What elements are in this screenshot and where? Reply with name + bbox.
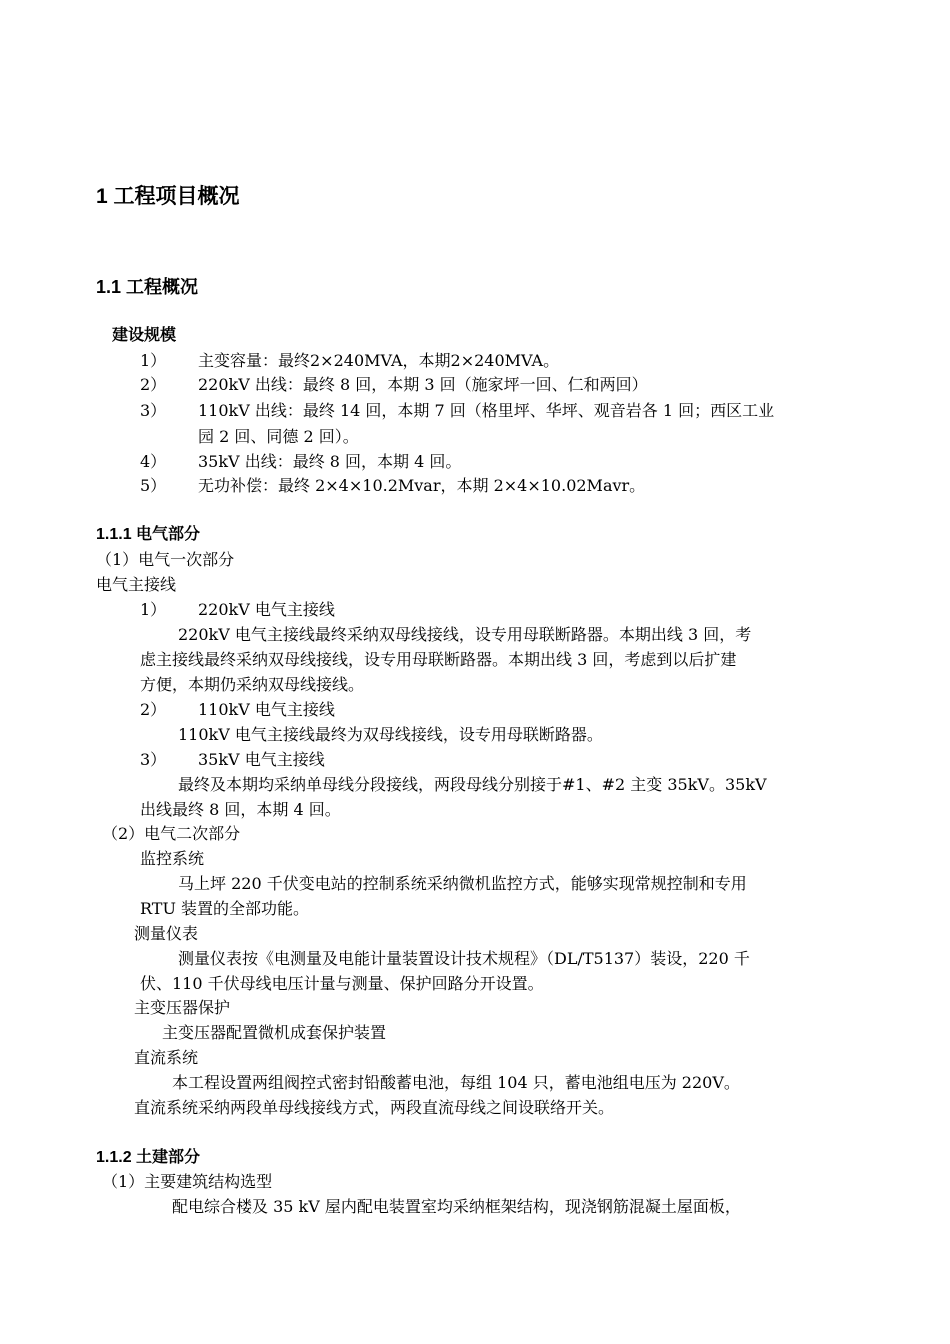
scale-title: 建设规模 [112,327,177,344]
scale-item-3 [140,400,774,422]
structure-title: （1）主要建筑结构选型 [102,1172,273,1191]
transformer-title: 主变压器保护 [134,998,231,1017]
scale-item-3-cont: 园 2 回、同德 2 回）。 [198,427,359,446]
heading-1-1-2: 1.1.2 土建部分 [96,1149,201,1166]
wiring-220kv-p3: 方便，本期仍采纳双母线接线。 [140,675,365,694]
secondary-title: （2）电气二次部分 [102,824,241,843]
scale-item-text: 主变容量：最终2×240MVA，本期2×240MVA。 [198,351,560,370]
scale-item-text: 220kV 出线：最终 8 回，本期 3 回（施家坪一回、仁和两回） [198,375,648,394]
meter-title: 测量仪表 [134,924,199,943]
wiring-text: 110kV 电气主接线 [198,700,335,719]
wiring-220kv-p2: 虑主接线最终采纳双母线接线，设专用母联断路器。本期出线 3 回，考虑到以后扩建 [140,650,737,669]
wiring-110kv-p1: 110kV 电气主接线最终为双母线接线，设专用母联断路器。 [178,725,603,744]
structure-p1: 配电综合楼及 35 kV 屋内配电装置室均采纳框架结构，现浇钢筋混凝土屋面板， [172,1197,741,1216]
scale-item-num: 2） [140,375,167,394]
heading-1-1: 1.1 工程概况 [96,277,199,297]
dc-p1: 本工程设置两组阀控式密封铅酸蓄电池，每组 104 只，蓄电池组电压为 220V。 [172,1073,740,1092]
transformer-p1: 主变压器配置微机成套保护装置 [162,1023,387,1042]
wiring-text: 220kV 电气主接线 [198,600,335,619]
monitor-p1: 马上坪 220 千伏变电站的控制系统采纳微机监控方式，能够实现常规控制和专用 [178,874,747,893]
meter-p1: 测量仪表按《电测量及电能计量装置设计技术规程》（DL/T5137）装设，220 千 [178,949,750,968]
scale-item-4 [140,451,461,473]
scale-item-text: 110kV 出线：最终 14 回，本期 7 回（格里坪、华坪、观音岩各 1 回；西区工业 [198,401,775,420]
scale-item-5 [140,475,645,497]
wiring-35kv-p1: 最终及本期均采纳单母线分段接线，两段母线分别接于#1、#2 主变 35kV。35kV [178,775,767,794]
heading-1-1-1: 1.1.1 电气部分 [96,526,201,543]
wiring-35kv-title [140,749,325,771]
monitor-p2: RTU 装置的全部功能。 [140,899,310,918]
main-wiring-title: 电气主接线 [96,575,177,594]
wiring-num: 3） [140,750,167,769]
heading-1: 1 工程项目概况 [96,185,240,208]
scale-item-1 [140,350,559,372]
scale-item-2 [140,374,648,396]
wiring-110kv-title [140,699,335,721]
scale-item-num: 3） [140,401,167,420]
wiring-num: 1） [140,600,167,619]
meter-p2: 伏、110 千伏母线电压计量与测量、保护回路分开设置。 [140,974,544,993]
wiring-num: 2） [140,700,167,719]
wiring-220kv-p1: 220kV 电气主接线最终采纳双母线接线，设专用母联断路器。本期出线 3 回，考 [178,625,752,644]
dc-title: 直流系统 [134,1048,199,1067]
scale-item-text: 35kV 出线：最终 8 回，本期 4 回。 [198,452,462,471]
scale-item-num: 4） [140,452,167,471]
wiring-text: 35kV 电气主接线 [198,750,325,769]
wiring-220kv-title [140,599,335,621]
primary-title: （1）电气一次部分 [96,550,235,569]
dc-p2: 直流系统采纳两段单母线接线方式，两段直流母线之间设联络开关。 [134,1098,615,1117]
scale-item-text: 无功补偿：最终 2×4×10.2Mvar，本期 2×4×10.02Mavr。 [198,476,646,495]
scale-item-num: 1） [140,351,167,370]
wiring-35kv-p2: 出线最终 8 回，本期 4 回。 [140,800,341,819]
monitor-title: 监控系统 [140,849,205,868]
scale-item-num: 5） [140,476,167,495]
